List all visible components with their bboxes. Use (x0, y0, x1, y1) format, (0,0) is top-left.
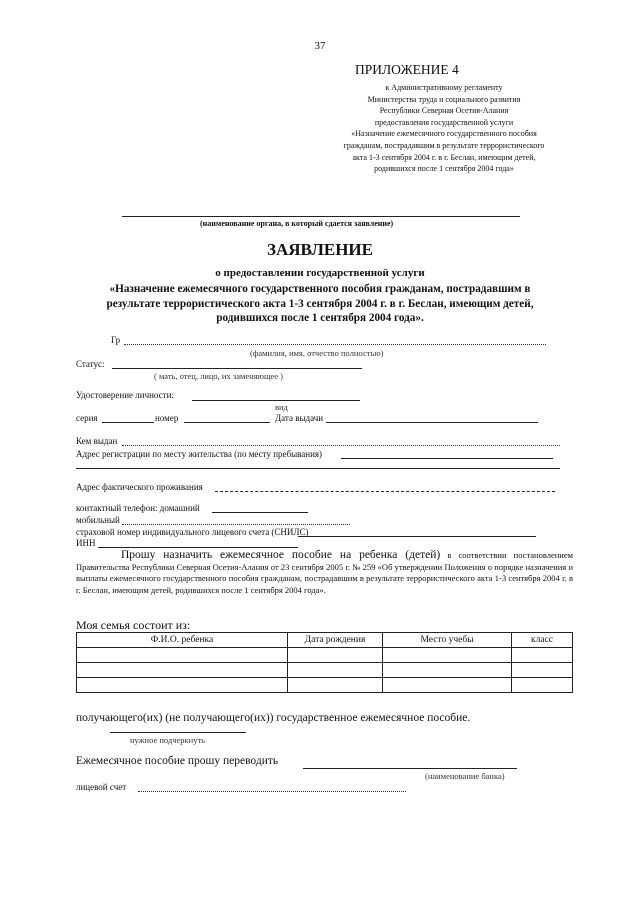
appendix-block (308, 82, 580, 175)
status-label: Статус: (76, 359, 105, 369)
inn-field[interactable] (98, 547, 298, 548)
appendix-line: «Назначение ежемесячного государственного пособия (351, 129, 537, 139)
service-line: родившихся после 1 сентября 2004 года». (216, 312, 424, 324)
family-col-name: Ф.И.О. ребенка (77, 633, 288, 648)
appendix-line: Республики Северная Осетия-Алания (379, 106, 509, 116)
document-subtitle: о предоставлении государственной услуги (215, 267, 425, 279)
family-table-header (77, 633, 573, 648)
citizen-caption: (фамилия, имя, отчество полностью) (250, 348, 384, 358)
family-col-grade: класс (512, 633, 573, 648)
citizen-label: Гр (111, 335, 121, 345)
id-doc-label: Удостоверение личности: (76, 390, 174, 400)
id-doc-caption: вид (275, 402, 288, 412)
table-cell[interactable] (512, 648, 573, 663)
recipient-underline (110, 732, 246, 733)
issue-date-field[interactable] (326, 422, 538, 423)
table-row (77, 663, 573, 678)
number-field[interactable] (184, 422, 270, 423)
organ-caption: (наименование органа, в который сдается заявление) (200, 219, 394, 228)
phone-mobile-label: мобильный (76, 515, 120, 525)
service-name (0, 282, 640, 326)
actual-address-field[interactable] (215, 491, 555, 492)
citizen-field[interactable] (124, 344, 546, 345)
family-table (76, 632, 573, 693)
bank-caption: (наименование банка) (425, 771, 505, 781)
account-field[interactable] (138, 791, 406, 792)
snils-field[interactable] (298, 536, 536, 537)
appendix-line: гражданам, пострадавшим в результате террористического (343, 140, 545, 150)
document-title: ЗАЯВЛЕНИЕ (266, 240, 373, 259)
request-paragraph (76, 550, 573, 596)
recipient-text: получающего(их) (не получающего(их)) государственное ежемесячное пособие. (76, 712, 471, 724)
bank-field[interactable] (303, 768, 517, 769)
number-label: номер (155, 413, 179, 423)
family-col-birthdate: Дата рождения (288, 633, 383, 648)
page-number: 37 (314, 40, 326, 52)
series-label: серия (76, 413, 98, 423)
reg-address-label: Адрес регистрации по месту жительства (по месту пребывания) (76, 449, 323, 459)
phone-mobile-field[interactable] (122, 524, 350, 525)
table-cell[interactable] (383, 678, 512, 693)
table-cell[interactable] (288, 678, 383, 693)
table-row (77, 678, 573, 693)
account-label: лицевой счет (76, 782, 127, 792)
inn-label: ИНН (76, 538, 96, 548)
request-text: в соответствии постановлением Правительства Республики Северная Осетия-Алания от 23 сентября 2005 г. № 259 «Об утверждении Положения о порядке назначения и выплаты ежемесячного государственного пособия гражданам, пострадавшим в результате террористического акта 1-3 сентября 2004 г. в г. Беслан, имеющим детей, родившихся после 1 сентября 2004 года». (76, 550, 574, 595)
phone-home-label: контактный телефон: домашний (76, 503, 200, 513)
family-label: Моя семья состоит из: (76, 618, 191, 632)
service-line: «Назначение ежемесячного государственного пособия гражданам, пострадавшим в (109, 283, 531, 295)
snils-label: страховой номер индивидуального лицевого счета (СНИЛС) (76, 527, 309, 537)
phone-home-field[interactable] (212, 512, 308, 513)
organ-line[interactable] (122, 216, 520, 217)
table-cell[interactable] (77, 678, 288, 693)
appendix-line: родившихся после 1 сентября 2004 года» (374, 164, 514, 174)
table-cell[interactable] (288, 648, 383, 663)
table-row (77, 648, 573, 663)
table-cell[interactable] (383, 648, 512, 663)
id-doc-field[interactable] (192, 400, 360, 401)
issued-by-label: Кем выдан (76, 436, 118, 446)
reg-address-field-2[interactable] (76, 468, 560, 469)
appendix-line: акта 1-3 сентября 2004 г. в г. Беслан, имеющим детей, (352, 152, 536, 162)
table-cell[interactable] (512, 663, 573, 678)
issue-date-label: Дата выдачи (275, 413, 324, 423)
appendix-title: ПРИЛОЖЕНИЕ 4 (355, 62, 459, 77)
transfer-label: Ежемесячное пособие прошу переводить (76, 755, 279, 767)
table-cell[interactable] (383, 663, 512, 678)
table-cell[interactable] (512, 678, 573, 693)
appendix-line: предоставления государственной услуги (374, 117, 514, 127)
table-cell[interactable] (288, 663, 383, 678)
reg-address-field[interactable] (341, 458, 553, 459)
table-cell[interactable] (77, 663, 288, 678)
appendix-line: Министерства труда и социального развития (367, 94, 521, 104)
issued-by-field[interactable] (122, 445, 560, 446)
recipient-caption: нужное подчеркнуть (130, 735, 206, 745)
family-col-school: Место учебы (383, 633, 512, 648)
request-lead: Прошу назначить ежемесячное пособие на ребенка (детей) (121, 549, 441, 561)
appendix-line: к Административному регламенту (385, 83, 503, 92)
actual-address-label: Адрес фактического проживания (76, 482, 203, 492)
series-field[interactable] (102, 422, 154, 423)
status-caption: ( мать, отец, лицо, их заменяющее ) (154, 371, 283, 381)
table-cell[interactable] (77, 648, 288, 663)
status-field[interactable] (112, 368, 362, 369)
service-line: результате террористического акта 1-3 сентября 2004 г. в г. Беслан, имеющим детей, (106, 297, 534, 310)
